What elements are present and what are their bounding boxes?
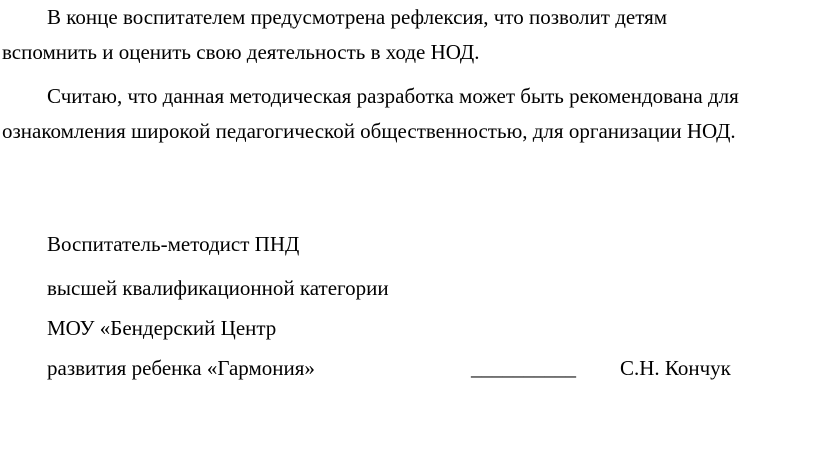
paragraph-line: В конце воспитателем предусмотрена рефлексия, что позволит детям [47, 5, 668, 29]
paragraph-line: Считаю, что данная методическая разработка может быть рекомендована для [47, 84, 739, 108]
author-organization-name: развития ребенка «Гармония» [47, 356, 315, 380]
author-name: С.Н. Кончук [620, 356, 731, 380]
paragraph-line: ознакомления широкой педагогической общественностью, для организации НОД. [2, 119, 736, 143]
author-organization: МОУ «Бендерский Центр [47, 316, 277, 340]
signature-line: __________ [471, 356, 576, 380]
author-position: Воспитатель-методист ПНД [47, 232, 300, 256]
paragraph-line: вспомнить и оценить свою деятельность в ходе НОД. [2, 40, 480, 64]
author-qualification: высшей квалификационной категории [47, 276, 389, 300]
